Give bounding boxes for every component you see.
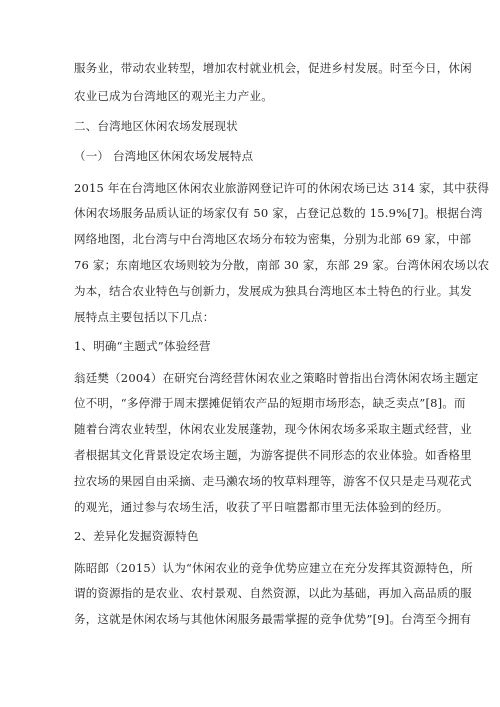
point-heading: 2、差异化发掘资源特色	[74, 529, 199, 543]
body-text-line: 76 家；东南地区农场则较为分散，南部 30 家，东部 29 家。台湾休闲农场以农	[74, 258, 490, 272]
body-text-line: 谓的资源指的是农业、农村景观、自然资源，以此为基础，再加入高品质的服	[74, 586, 472, 600]
subsection-heading: （一） 台湾地区休闲农场发展特点	[74, 149, 254, 163]
body-text-line: 务，这就是休闲农场与其他休闲服务最需掌握的竞争优势”[9]。台湾至今拥有	[74, 612, 472, 626]
body-text-line: 2015 年在台湾地区休闲农业旅游网登记许可的休闲农场已达 314 家，其中获得	[74, 181, 490, 195]
body-text-line: 农业已成为台湾地区的观光主力产业。	[74, 89, 273, 103]
section-heading: 二、台湾地区休闲农场发展现状	[74, 119, 238, 133]
body-text-line: 随着台湾农业转型，休闲农业发展蓬勃，现今休闲农场多采取主题式经营，业	[74, 422, 472, 436]
body-text-line: 翁廷樊（2004）在研究台湾经营休闲农业之策略时曾指出台湾休闲农场主题定	[74, 371, 479, 385]
body-text-line: 的观光，通过参与农场生活，收获了平日喧嚣都市里无法体验到的经历。	[74, 500, 449, 514]
body-text-line: 拉农场的果园自由采摘、走马濑农场的牧草料理等，游客不仅只是走马观花式	[74, 474, 472, 488]
body-text-line: 网络地图，北台湾与中台湾地区农场分布较为密集，分别为北部 69 家，中部	[74, 232, 472, 246]
body-text-line: 休闲农场服务品质认证的场家仅有 50 家，占登记总数的 15.9%[7]。根据台湾	[74, 206, 483, 220]
body-text-line: 服务业，带动农业转型，增加农村就业机会，促进乡村发展。时至今日，休闲	[74, 61, 472, 75]
body-text-line: 为本，结合农业特色与创新力，发展成为独具台湾地区本土特色的行业。其发	[74, 284, 472, 298]
body-text-line: 陈昭郎（2015）认为“休闲农业的竞争优势应建立在充分发挥其资源特色，所	[74, 561, 473, 575]
body-text-line: 位不明，“多停滞于周末摆摊促销农产品的短期市场形态，缺乏卖点”[8]。而	[74, 396, 466, 410]
body-text-line: 展特点主要包括以下几点：	[74, 310, 215, 324]
point-heading: 1、明确“主题式”体验经营	[74, 339, 211, 353]
body-text-line: 者根据其文化背景设定农场主题，为游客提供不同形态的农业体验。如香格里	[74, 448, 472, 462]
